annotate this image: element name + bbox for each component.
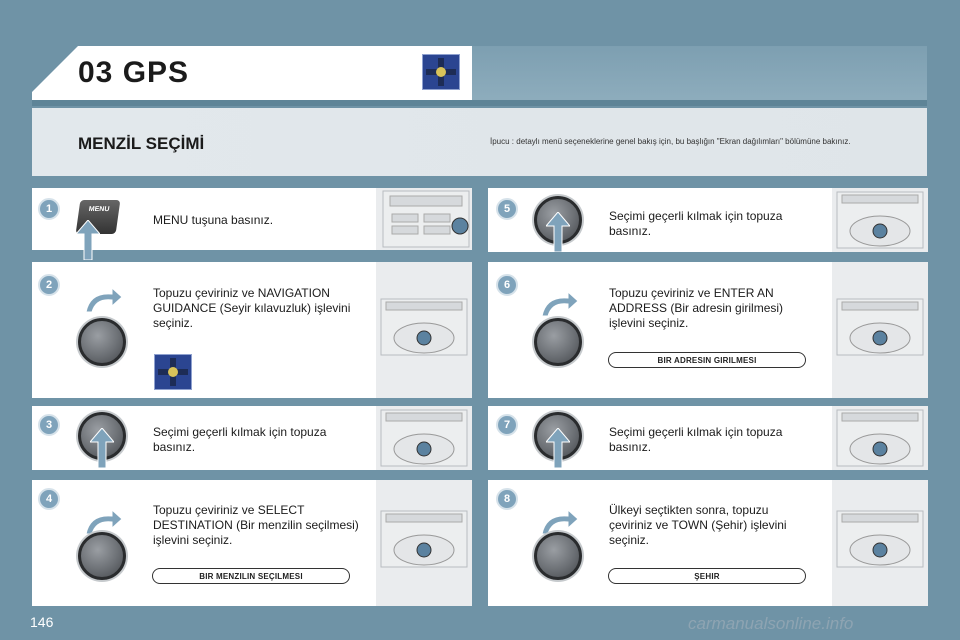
press-arrow-icon [546, 212, 570, 252]
tip-text: İpucu : detaylı menü seçeneklerine genel bakış için, bu başlığın "Ekran dağılımları" bölümüne bakınız. [490, 137, 851, 146]
gps-crossroad-icon [422, 54, 460, 90]
screen-label-pill: BIR ADRESIN GIRILMESI [608, 352, 806, 368]
turn-arrow-icon [84, 286, 124, 314]
step-number-badge: 1 [38, 198, 60, 220]
step-number-badge: 5 [496, 198, 518, 220]
screen-label-pill: ŞEHIR [608, 568, 806, 584]
nav-console-icon [836, 409, 924, 467]
nav-console-icon [836, 298, 924, 356]
knob-icon [78, 318, 126, 366]
step-number-badge: 7 [496, 414, 518, 436]
press-arrow-icon [90, 428, 114, 468]
nav-console-icon [836, 191, 924, 249]
step-text: Topuzu çeviriniz ve NAVIGATION GUIDANCE (Seyir kılavuzluk) işlevini seçiniz. [153, 286, 351, 330]
nav-console-icon [380, 298, 468, 356]
chapter-title: 03 GPS [78, 56, 190, 89]
screen-label-pill: BIR MENZILIN SEÇILMESI [152, 568, 350, 584]
step-number-badge: 6 [496, 274, 518, 296]
nav-console-icon [380, 510, 468, 568]
step-text: Topuzu çeviriniz ve SELECT DESTINATION (Bir menzilin seçilmesi) işlevini seçiniz. [153, 503, 359, 547]
nav-console-icon [380, 409, 468, 467]
step-text: Topuzu çeviriniz ve ENTER AN ADDRESS (Bir adresin girilmesi) işlevini seçiniz. [609, 286, 784, 330]
knob-icon [78, 532, 126, 580]
step-text: Seçimi geçerli kılmak için topuza basınız. [609, 425, 783, 454]
turn-arrow-icon [540, 290, 580, 318]
header-map-band [472, 46, 927, 102]
step-number-badge: 3 [38, 414, 60, 436]
step-number-badge: 4 [38, 488, 60, 510]
nav-console-icon [836, 510, 924, 568]
step-text: Ülkeyi seçtikten sonra, topuzu çeviriniz ve TOWN (Şehir) işlevini seçiniz. [609, 503, 787, 547]
press-arrow-icon [546, 428, 570, 468]
press-arrow-icon [76, 220, 100, 260]
watermark: carmanualsonline.info [688, 614, 854, 633]
header-divider [32, 100, 927, 106]
page-number: 146 [30, 614, 54, 630]
section-title: MENZİL SEÇİMİ [78, 134, 205, 153]
step-text: Seçimi geçerli kılmak için topuza basınız. [609, 209, 783, 238]
knob-icon [534, 318, 582, 366]
radio-console-icon [382, 190, 470, 248]
menu-button-illustration: MENU [76, 200, 121, 234]
step-text: MENU tuşuna basınız. [153, 213, 274, 227]
knob-icon [534, 532, 582, 580]
gps-crossroad-icon [154, 354, 192, 390]
step-number-badge: 8 [496, 488, 518, 510]
step-number-badge: 2 [38, 274, 60, 296]
step-text: Seçimi geçerli kılmak için topuza basınız. [153, 425, 327, 454]
